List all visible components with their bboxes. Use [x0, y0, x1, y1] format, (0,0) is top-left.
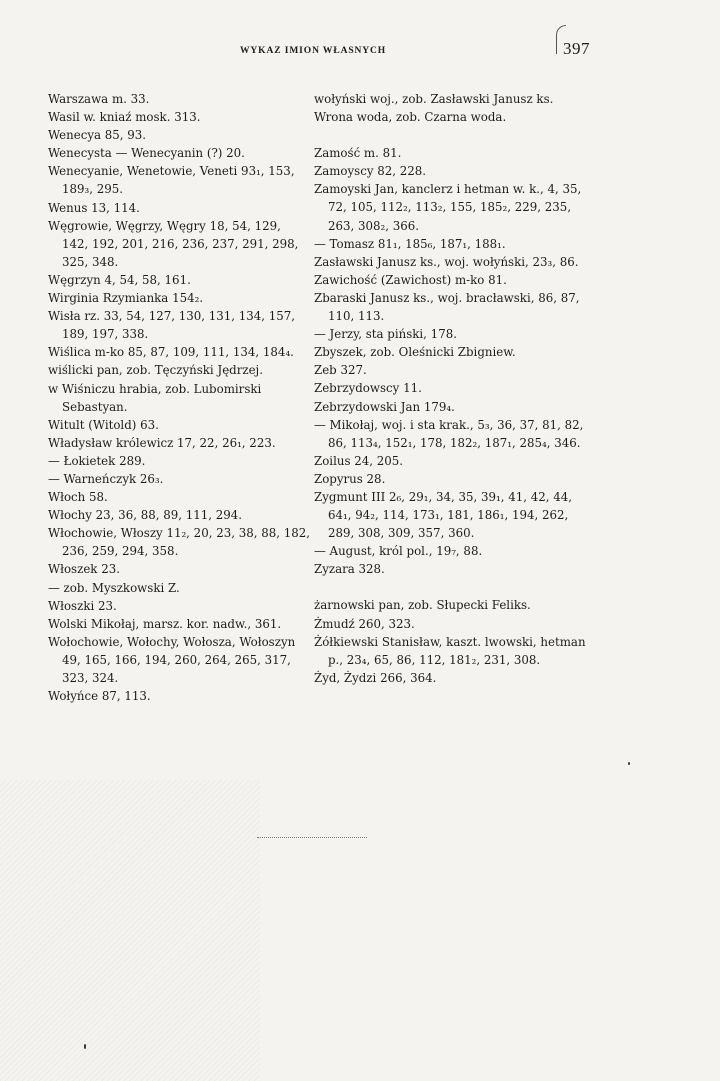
index-entry: Wołochowie, Wołochy, Wołosza, Wołoszyn 49, 165, 166, 194, 260, 264, 265, 317, 323, 324.	[48, 634, 296, 685]
index-entry: Wolski Mikołaj, marsz. kor. nadw., 361.	[48, 616, 282, 631]
index-entry: — Jerzy, sta piński, 178.	[314, 327, 457, 342]
index-entry: Władysław królewicz 17, 22, 26₁, 223.	[48, 435, 276, 450]
index-entry: żarnowski pan, zob. Słupecki Feliks.	[314, 598, 531, 613]
index-entry: Zebrzydowscy 11.	[314, 381, 422, 396]
index-column-left	[48, 90, 310, 705]
index-entry: Zamość m. 81.	[314, 146, 402, 161]
index-entry: Zawichość (Zawichost) m-ko 81.	[314, 272, 507, 287]
index-entry: Wenecysta — Wenecyanin (?) 20.	[48, 146, 245, 161]
index-entry: Żmudź 260, 323.	[314, 616, 415, 631]
index-entry: Żyd, Żydzi 266, 364.	[314, 670, 437, 685]
index-entry: Zeb 327.	[314, 363, 367, 378]
index-entry: Wisła rz. 33, 54, 127, 130, 131, 134, 157, 189, 197, 338.	[48, 309, 296, 342]
ink-speck	[84, 1044, 86, 1049]
index-entry: Wołyńce 87, 113.	[48, 689, 151, 704]
running-head-title: WYKAZ IMION WŁASNYCH	[240, 46, 387, 56]
index-entry: — Warneńczyk 26₃.	[48, 471, 164, 486]
index-entry: Zbaraski Janusz ks., woj. bracławski, 86, 87, 110, 113.	[314, 290, 580, 324]
index-entry: Wrona woda, zob. Czarna woda.	[314, 110, 507, 125]
index-entry: — Mikołaj, woj. i sta krak., 5₃, 36, 37, 81, 82, 86, 113₄, 152₁, 178, 182₂, 187₁, 285₄, 346.	[314, 417, 584, 450]
index-entry: Włochowie, Włoszy 11₂, 20, 23, 38, 88, 182, 236, 259, 294, 358.	[48, 526, 310, 559]
index-entry: Wenecyanie, Wenetowie, Veneti 93₁, 153, 189₃, 295.	[48, 164, 295, 197]
running-head	[0, 39, 720, 73]
index-entry: Włoszki 23.	[48, 598, 117, 613]
index-entry: Zamoyscy 82, 228.	[314, 164, 427, 179]
index-entry: Wenecya 85, 93.	[48, 128, 147, 143]
index-entry: wiślicki pan, zob. Tęczyński Jędrzej.	[48, 363, 263, 378]
index-entry: Warszawa m. 33.	[48, 92, 150, 106]
index-entry: — zob. Myszkowski Z.	[48, 580, 180, 595]
index-entry: Wenus 13, 114.	[48, 200, 140, 215]
index-entry: Węgrzyn 4, 54, 58, 161.	[48, 272, 191, 287]
index-entry: — Łokietek 289.	[48, 453, 146, 468]
index-entry: — August, król pol., 19₇, 88.	[314, 544, 483, 559]
scan-shading	[0, 780, 260, 1081]
index-entry: Wiślica m-ko 85, 87, 109, 111, 134, 184₄.	[48, 345, 294, 360]
page-number: 397	[563, 39, 590, 58]
index-entry: Żółkiewski Stanisław, kaszt. lwowski, hetman p., 23₄, 65, 86, 112, 181₂, 231, 308.	[314, 634, 586, 667]
index-entry: Węgrowie, Węgrzy, Węgry 18, 54, 129, 142, 192, 201, 216, 236, 237, 291, 298, 325, 348.	[48, 218, 299, 269]
index-entry: — Tomasz 81₁, 185₆, 187₁, 188₁.	[314, 236, 506, 251]
index-entry: Włoch 58.	[48, 490, 108, 505]
index-column-right	[314, 90, 598, 687]
index-entry: Zamoyski Jan, kanclerz i hetman w. k., 4, 35, 72, 105, 112₂, 113₂, 155, 185₂, 229, 235, 263, 308₂, 366.	[314, 182, 582, 233]
ink-speck	[628, 762, 630, 765]
index-entry: wołyński woj., zob. Zasławski Janusz ks.	[314, 92, 554, 106]
index-entry: w Wiśniczu hrabia, zob. Lubomirski Sebastyan.	[48, 381, 262, 414]
index-entry: Zebrzydowski Jan 179₄.	[314, 399, 455, 414]
end-rule	[257, 837, 367, 838]
index-entry: Witult (Witold) 63.	[48, 417, 159, 432]
index-entry: Włochy 23, 36, 88, 89, 111, 294.	[48, 508, 242, 523]
index-entry: Wasil w. kniaź mosk. 313.	[48, 110, 201, 125]
index-entry: Zyzara 328.	[314, 562, 385, 577]
index-entry: Zoilus 24, 205.	[314, 453, 404, 468]
index-entry: Zbyszek, zob. Oleśnicki Zbigniew.	[314, 345, 516, 360]
index-entry: Włoszek 23.	[48, 562, 120, 577]
index-entry: Zopyrus 28.	[314, 471, 386, 486]
index-entry: Wirginia Rzymianka 154₂.	[48, 291, 204, 306]
index-entry: Zygmunt III 2₆, 29₁, 34, 35, 39₁, 41, 42, 44, 64₁, 94₂, 114, 173₁, 181, 186₁, 194, 262, 289, 308, 309, 357, 360.	[314, 489, 573, 541]
index-entry: Zasławski Janusz ks., woj. wołyński, 23₃, 86.	[314, 254, 579, 269]
